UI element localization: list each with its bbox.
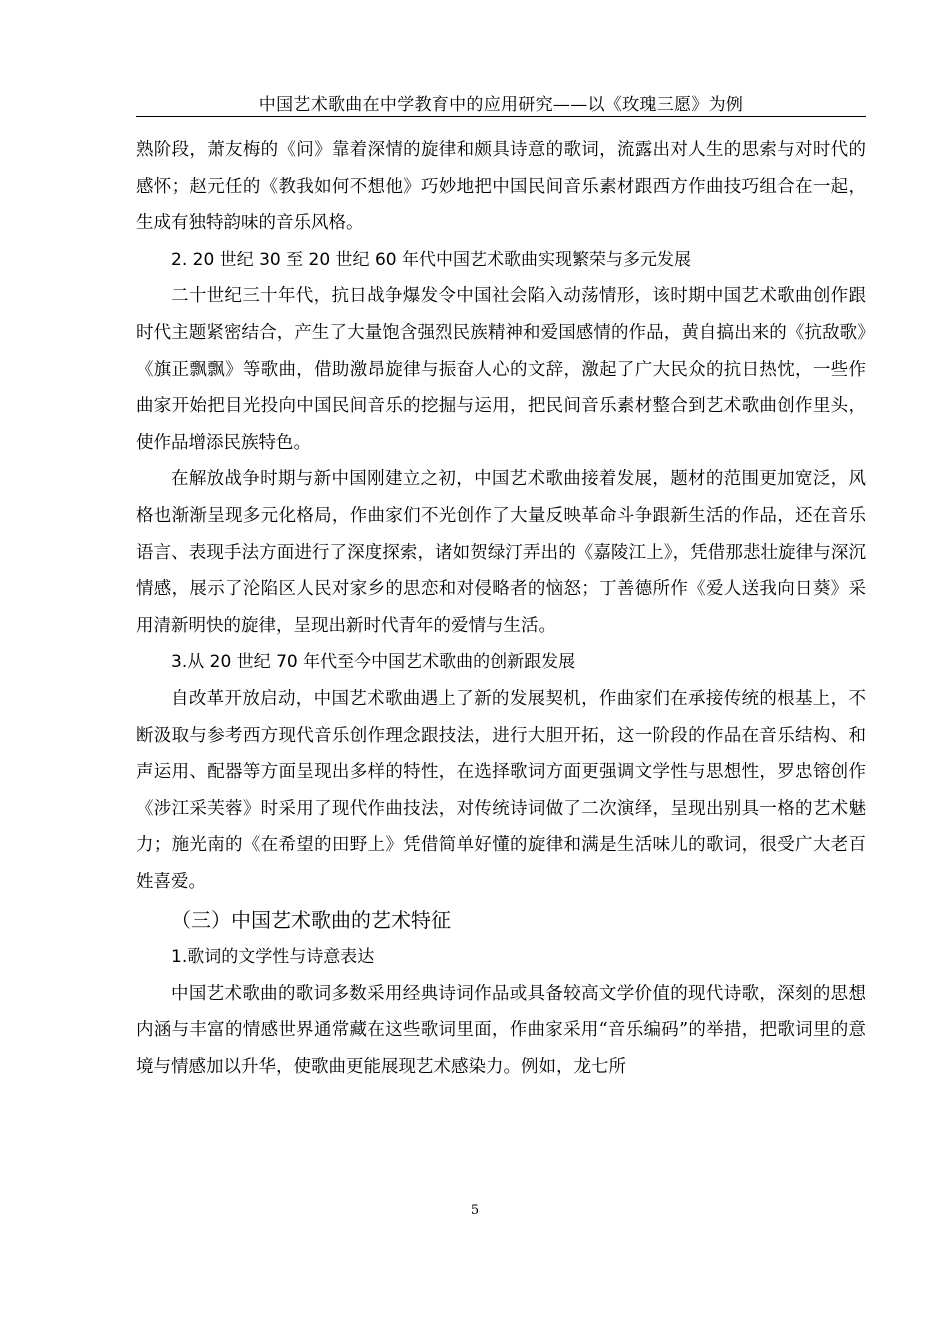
subsection-heading-3: 3.从 20 世纪 70 年代至今中国艺术歌曲的创新跟发展 — [171, 652, 576, 673]
paragraph: 自改革开放启动，中国艺术歌曲遇上了新的发展契机，作曲家们在承接传统的根基上，不断汲取与参考西方现代音乐创作理念跟技法，进行大胆开拓，这一阶段的作品在音乐结构、和声运用、配器等方面呈现出多样的特性，在选择歌词方面更强调文学性与思想性，罗忠镕创作《涉江采芙蓉》时采用了现代作曲技法，对传统诗词做了二次演绎，呈现出别具一格的艺术魅力；施光南的《在希望的田野上》凭借简单好懂的旋律和满是生活味儿的歌词，很受广大老百姓喜爱。 — [136, 688, 866, 892]
section-heading: （三）中国艺术歌曲的艺术特征 — [171, 908, 451, 933]
paragraph-continued: 熟阶段，萧友梅的《问》靠着深情的旋律和颇具诗意的歌词，流露出对人生的思索与对时代的感怀；赵元任的《教我如何不想他》巧妙地把中国民间音乐素材跟西方作曲技巧组合在一起，生成有独特韵味的音乐风格。 — [136, 140, 866, 234]
page-number: 5 — [470, 1203, 480, 1218]
paragraph: 中国艺术歌曲的歌词多数采用经典诗词作品或具备较高文学价值的现代诗歌，深刻的思想内涵与丰富的情感世界通常藏在这些歌词里面，作曲家采用“音乐编码”的举措，把歌词里的意境与情感加以升华，使歌曲更能展现艺术感染力。例如，龙七所 — [136, 983, 866, 1077]
header-divider — [136, 116, 866, 117]
paragraph: 二十世纪三十年代，抗日战争爆发令中国社会陷入动荡情形，该时期中国艺术歌曲创作跟时代主题紧密结合，产生了大量饱含强烈民族精神和爱国感情的作品，黄自搞出来的《抗敌歌》《旗正飘飘》等歌曲，借助激昂旋律与振奋人心的文辞，激起了广大民众的抗日热忱，一些作曲家开始把目光投向中国民间音乐的挖掘与运用，把民间音乐素材整合到艺术歌曲创作里头，使作品增添民族特色。 — [136, 286, 866, 453]
paragraph: 在解放战争时期与新中国刚建立之初，中国艺术歌曲接着发展，题材的范围更加宽泛，风格也渐渐呈现多元化格局，作曲家们不光创作了大量反映革命斗争跟新生活的作品，还在音乐语言、表现手法方面进行了深度探索，诸如贺绿汀弄出的《嘉陵江上》，凭借那悲壮旋律与深沉情感，展示了沦陷区人民对家乡的思恋和对侵略者的恼怒；丁善德所作《爱人送我向日葵》采用清新明快的旋律，呈现出新时代青年的爱情与生活。 — [136, 469, 866, 636]
subsection-heading-2: 2. 20 世纪 30 至 20 世纪 60 年代中国艺术歌曲实现繁荣与多元发展 — [171, 249, 691, 270]
document-body — [136, 132, 866, 1085]
subsection-heading-1: 1.歌词的文学性与诗意表达 — [171, 947, 375, 968]
running-header: 中国艺术歌曲在中学教育中的应用研究——以《玫瑰三愿》为例 — [258, 95, 744, 115]
